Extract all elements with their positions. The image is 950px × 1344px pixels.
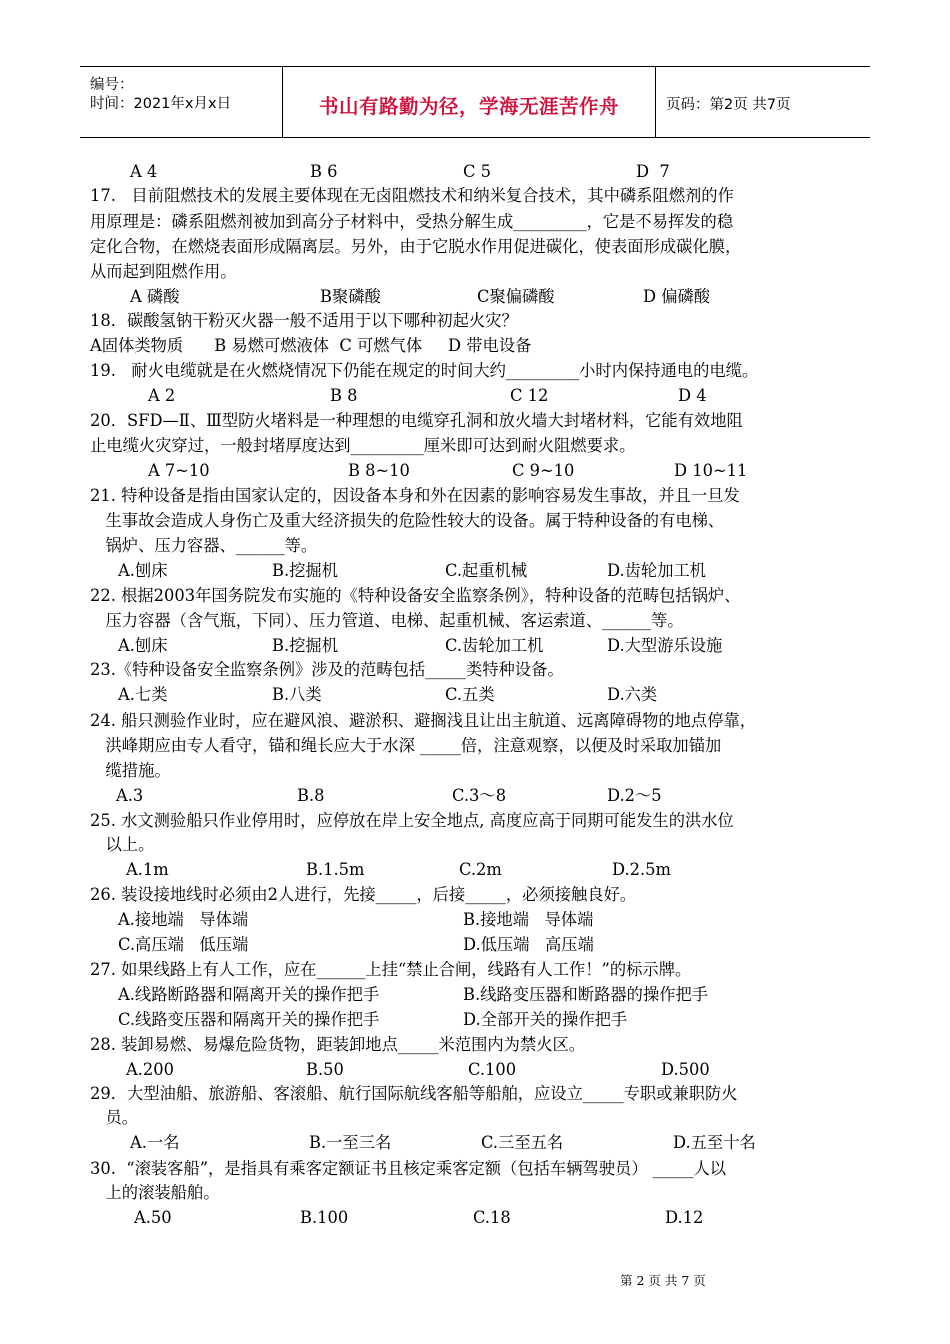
q23-option-b: B.八类 [272,685,322,704]
q22-option-a: A.刨床 [118,636,168,655]
q22-option-b: B.挖掘机 [272,636,338,655]
q30-line-1: 30. “滚装客船”，是指具有乘客定额证书且核定乘客定额（包括车辆驾驶员） _____人以 [90,1159,727,1178]
q29-option-c: C.三至五名 [481,1133,564,1152]
q28-option-b: B.50 [306,1060,344,1079]
q30-option-b: B.100 [300,1208,349,1227]
q18-line-1: 18．碳酸氢钠干粉灭火器一般不适用于以下哪种初起火灾？ [90,311,518,330]
header-left-cell [80,67,283,137]
q24-line-3: 缆措施。 [90,761,171,780]
q25-line-2: 以上。 [90,835,155,854]
q29-option-a: A.一名 [130,1133,180,1152]
q22-option-d: D.大型游乐设施 [607,636,723,655]
q17-line-4: 从而起到阻燃作用。 [90,262,237,281]
q20-option-b: B 8~10 [348,461,410,480]
q19-option-b: B 8 [330,386,358,405]
q21-line-1: 21. 特种设备是指由国家认定的，因设备本身和外在因素的影响容易发生事故，并且一旦发 [90,486,740,505]
q26-option-a: A.接地端 导体端 [118,910,249,929]
q24-line-2: 洪峰期应由专人看守，锚和绳长应大于水深 _____倍，注意观察，以便及时采取加锚加 [90,736,722,755]
q27-option-b: B.线路变压器和断路器的操作把手 [463,985,709,1004]
document-header [80,66,870,138]
q19-option-a: A 2 [148,386,176,405]
page-footer: 第 2 页 共 7 页 [620,1273,706,1288]
q25-option-b: B.1.5m [306,860,365,879]
q16-option-d: D 7 [636,162,670,181]
q28-line-1: 28. 装卸易燃、易爆危险货物，距装卸地点_____米范围内为禁火区。 [90,1035,586,1054]
page-label: 页码：第2页 共7页 [666,97,791,113]
doc-number-label: 编号： [90,77,134,93]
date-line: 时间：2021年x月x日 [90,96,232,112]
q20-line-2: 止电缆火灾穿过，一般封堵厚度达到_________厘米即可达到耐火阻燃要求。 [90,436,636,455]
q17-option-c: C聚偏磷酸 [477,287,555,306]
q24-option-d: D.2～5 [607,786,662,805]
q23-option-a: A.七类 [118,685,168,704]
q30-line-2: 上的滚装船舶。 [90,1183,220,1202]
q23-line-1: 23.《特种设备安全监察条例》涉及的范畴包括_____类特种设备。 [90,660,564,679]
q17-line-2: 用原理是：磷系阻燃剂被加到高分子材料中，受热分解生成_________，它是不易挥发的稳 [90,212,734,231]
q20-option-c: C 9~10 [512,461,575,480]
q28-option-c: C.100 [468,1060,517,1079]
q24-option-a: A.3 [116,786,144,805]
q22-line-1: 22. 根据2003年国务院发布实施的《特种设备安全监察条例》，特种设备的范畴包括锅炉、 [90,586,741,605]
q29-option-d: D.五至十名 [673,1133,756,1152]
q17-option-d: D 偏磷酸 [643,287,711,306]
q20-option-d: D 10~11 [674,461,748,480]
q16-option-a: A 4 [130,162,158,181]
q29-line-2: 员。 [90,1108,139,1127]
q30-option-a: A.50 [134,1208,172,1227]
header-right-cell [656,67,870,137]
q24-option-c: C.3～8 [452,786,507,805]
q26-option-b: B.接地端 导体端 [463,910,594,929]
q19-line-1: 19. 耐火电缆就是在火燃烧情况下仍能在规定的时间大约_________小时内保持通电的电缆。 [90,361,759,380]
q26-option-c: C.高压端 低压端 [118,935,249,954]
q26-option-d: D.低压端 高压端 [463,935,594,954]
q30-option-c: C.18 [473,1208,511,1227]
q28-option-a: A.200 [126,1060,175,1079]
q22-option-c: C.齿轮加工机 [445,636,544,655]
q30-option-d: D.12 [665,1208,704,1227]
q21-option-b: B.挖掘机 [272,561,338,580]
q20-option-a: A 7~10 [148,461,210,480]
q24-line-1: 24. 船只测验作业时，应在避风浪、避淤积、避搁浅且让出主航道、远离障碍物的地点停靠， [90,711,757,730]
q23-option-d: D.六类 [607,685,658,704]
q29-option-b: B.一至三名 [309,1133,392,1152]
q22-line-2: 压力容器（含气瓶，下同）、压力管道、电梯、起重机械、客运索道、______等。 [90,611,684,630]
q24-option-b: B.8 [297,786,325,805]
q25-option-c: C.2m [459,860,502,879]
q21-option-c: C.起重机械 [445,561,528,580]
q25-line-1: 25. 水文测验船只作业停用时，应停放在岸上安全地点, 高度应高于同期可能发生的洪水位 [90,811,734,830]
q27-line-1: 27. 如果线路上有人工作，应在______上挂“禁止合闸，线路有人工作！”的标示牌。 [90,960,692,979]
q20-line-1: 20．SFD—Ⅱ、Ⅲ型防火堵料是一种理想的电缆穿孔洞和放火墙大封堵材料，它能有效地阻 [90,411,743,430]
q23-option-c: C.五类 [445,685,495,704]
q16-option-c: C 5 [463,162,491,181]
q26-line-1: 26. 装设接地线时必须由2人进行，先接_____，后接_____，必须接触良好。 [90,885,637,904]
q21-line-2: 生事故会造成人身伤亡及重大经济损失的危险性较大的设备。属于特种设备的有电梯、 [90,511,725,530]
q27-option-d: D.全部开关的操作把手 [463,1010,628,1029]
q19-option-d: D 4 [678,386,707,405]
q29-line-1: 29．大型油船、旅游船、客滚船、航行国际航线客船等船舶，应设立_____专职或兼职防火 [90,1084,738,1103]
q17-option-a: A 磷酸 [130,287,180,306]
q27-option-c: C.线路变压器和隔离开关的操作把手 [118,1010,380,1029]
q21-line-3: 锅炉、压力容器、______等。 [90,536,318,555]
q28-option-d: D.500 [661,1060,710,1079]
q17-line-1: 17. 目前阻燃技术的发展主要体现在无卤阻燃技术和纳米复合技术，其中磷系阻燃剂的作 [90,186,734,205]
q25-option-d: D.2.5m [612,860,671,879]
q17-option-b: B聚磷酸 [320,287,381,306]
q19-option-c: C 12 [510,386,549,405]
q18-options: A固体类物质 B 易燃可燃液体 C 可燃气体 D 带电设备 [90,336,532,355]
q17-line-3: 定化合物，在燃烧表面形成隔离层。另外，由于它脱水作用促进碳化，使表面形成碳化膜， [90,237,742,256]
q27-option-a: A.线路断路器和隔离开关的操作把手 [118,985,380,1004]
q16-option-b: B 6 [310,162,338,181]
header-middle-cell [283,67,656,137]
q21-option-d: D.齿轮加工机 [607,561,707,580]
motto: 书山有路勤为径，学海无涯苦作舟 [318,95,619,118]
q21-option-a: A.刨床 [118,561,168,580]
q25-option-a: A.1m [126,860,169,879]
